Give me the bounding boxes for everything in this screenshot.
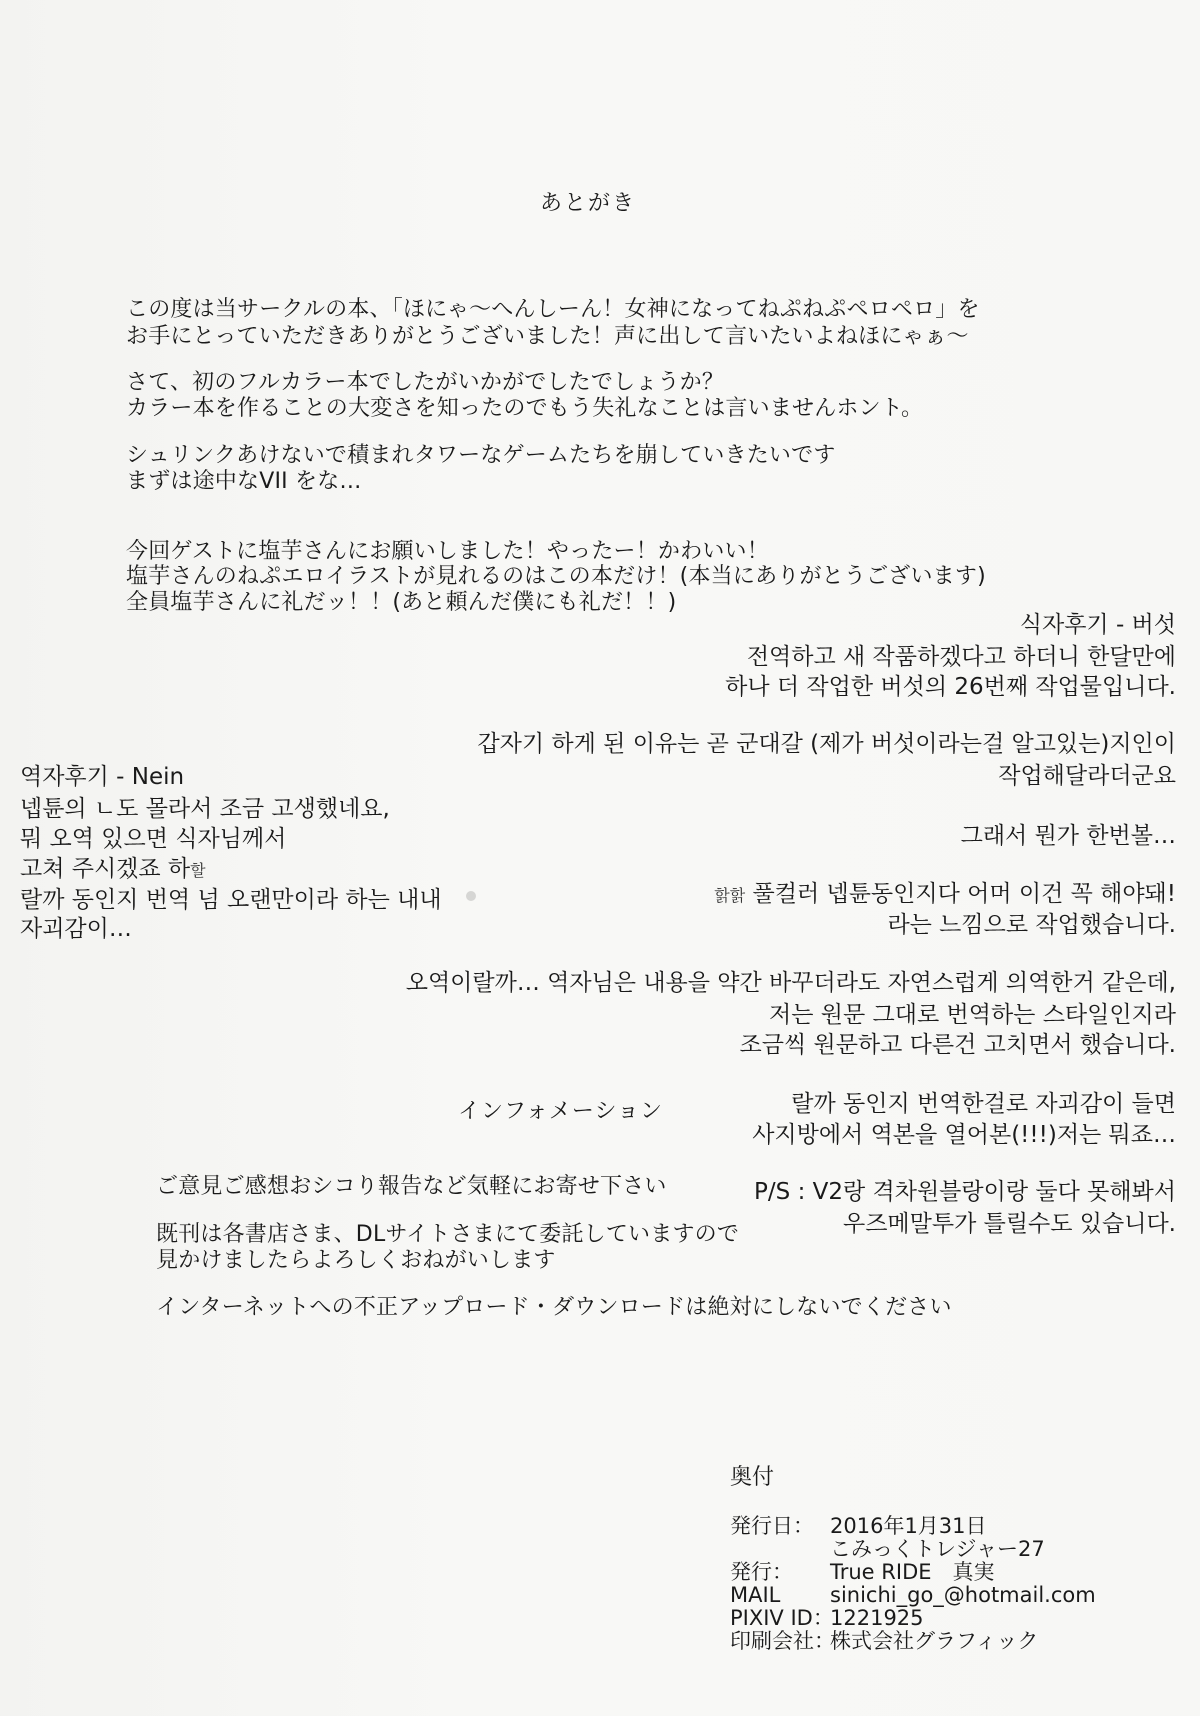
colophon-value: 株式会社グラフィック bbox=[830, 1629, 1039, 1653]
paper-smudge bbox=[466, 891, 476, 901]
information-line: 既刊は各書店さま、DLサイトさまにて委託していますので bbox=[156, 1222, 740, 1247]
colophon-row bbox=[730, 1630, 1096, 1653]
colophon-row bbox=[730, 1584, 1096, 1607]
information-line: ご意見ご感想おシコり報告など気軽にお寄せ下さい bbox=[156, 1174, 667, 1199]
typesetter-note-line: P/S : V2랑 격차원블랑이랑 둘다 못해봐서 bbox=[754, 1179, 1176, 1205]
colophon-row bbox=[730, 1538, 1096, 1561]
typesetter-note-line bbox=[714, 878, 1176, 912]
translator-note-line: 자괴감이… bbox=[20, 916, 132, 942]
afterword-line: この度は当サークルの本、「ほにゃ～へんしーん！女神になってねぷねぷペロペロ」を bbox=[126, 297, 980, 322]
typesetter-note-line: 작업해달라더군요 bbox=[998, 763, 1176, 789]
afterword-heading: あとがき bbox=[540, 191, 637, 216]
colophon-value: 1221925 bbox=[830, 1606, 924, 1630]
colophon-row bbox=[730, 1561, 1096, 1584]
afterword-line: 全員塩芋さんに礼だッ！！(あと頼んだ僕にも礼だ！！) bbox=[126, 590, 677, 615]
colophon-key: 発行： bbox=[730, 1560, 793, 1584]
typesetter-note-line: 오역이랄까… 역자님은 내용을 약간 바꾸더라도 자연스럽게 의역한거 같은데, bbox=[405, 970, 1176, 996]
colophon-title: 奥付 bbox=[730, 1465, 775, 1490]
colophon-value: sinichi_go_@hotmail.com bbox=[830, 1583, 1096, 1607]
colophon-value: こみっくトレジャー27 bbox=[830, 1537, 1045, 1561]
afterword-line: まずは途中なVII をな… bbox=[126, 469, 362, 494]
translator-note-line-text: 고쳐 주시겠죠 하 bbox=[20, 856, 191, 882]
translator-note-line bbox=[20, 853, 206, 887]
typesetter-note-line: 우즈메말투가 틀릴수도 있습니다. bbox=[843, 1211, 1176, 1237]
afterword-line: カラー本を作ることの大変さを知ったのでもう失礼なことは言いませんホント。 bbox=[126, 396, 924, 421]
typesetter-note-line-text: 풀컬러 넵튠동인지다 어머 이건 꼭 해야돼! bbox=[752, 881, 1176, 907]
typesetter-note-heading: 식자후기 - 버섯 bbox=[1019, 612, 1176, 638]
colophon-value: 2016年1月31日 bbox=[830, 1514, 987, 1538]
translator-note-line: 넵튠의 ㄴ도 몰라서 조금 고생했네요, bbox=[20, 796, 390, 822]
typesetter-note-line: 조금씩 원문하고 다른건 고치면서 했습니다. bbox=[739, 1032, 1176, 1058]
translator-note-line: 뭐 오역 있으면 식자님께서 bbox=[20, 826, 287, 852]
afterword-line: さて、初のフルカラー本でしたがいかがでしたでしょうか？ bbox=[126, 370, 725, 395]
afterword-line: 今回ゲストに塩芋さんにお願いしました！やったー！かわいい！ bbox=[126, 539, 769, 564]
colophon-key: 発行日： bbox=[730, 1514, 814, 1538]
colophon-key: MAIL bbox=[730, 1583, 781, 1607]
colophon-value: True RIDE 真実 bbox=[830, 1560, 995, 1584]
afterword-line: お手にとっていただきありがとうございました！声に出して言いたいよねほにゃぁ～ bbox=[126, 324, 969, 349]
typesetter-note-line: 전역하고 새 작품하겠다고 하더니 한달만에 bbox=[746, 644, 1176, 670]
typesetter-note-line: 하나 더 작업한 버섯의 26번째 작업물입니다. bbox=[725, 674, 1176, 700]
colophon-row bbox=[730, 1515, 1096, 1538]
colophon bbox=[730, 1466, 1096, 1653]
typesetter-note-line: 사지방에서 역본을 열어본(!!!)저는 뭐죠… bbox=[752, 1122, 1176, 1148]
colophon-key: PIXIV ID： bbox=[730, 1606, 834, 1630]
typesetter-note-line: 라는 느낌으로 작업했습니다. bbox=[887, 912, 1176, 938]
information-line: インターネットへの不正アップロード・ダウンロードは絶対にしないでください bbox=[156, 1295, 952, 1320]
colophon-row bbox=[730, 1607, 1096, 1630]
afterword-line: 塩芋さんのねぷエロイラストが見れるのはこの本だけ！(本当にありがとうございます) bbox=[126, 564, 986, 589]
colophon-key: 印刷会社： bbox=[730, 1629, 835, 1653]
typesetter-note-line: 저는 원문 그대로 번역하는 스타일인지라 bbox=[769, 1002, 1176, 1028]
small-suffix: 할 bbox=[190, 861, 206, 880]
translator-note-heading: 역자후기 - Nein bbox=[20, 764, 185, 790]
information-heading: インフォメーション bbox=[458, 1099, 664, 1124]
typesetter-note-line: 랄까 동인지 번역한걸로 자괴감이 들면 bbox=[791, 1091, 1176, 1117]
afterword-line: シュリンクあけないで積まれタワーなゲームたちを崩していきたいです bbox=[126, 443, 836, 468]
typesetter-note-line: 그래서 뭔가 한번볼… bbox=[960, 823, 1176, 849]
information-line: 見かけましたらよろしくおねがいします bbox=[156, 1248, 556, 1273]
translator-note-line: 랄까 동인지 번역 넘 오랜만이라 하는 내내 bbox=[20, 887, 442, 913]
typesetter-note-line: 갑자기 하게 된 이유는 곧 군대갈 (제가 버섯이라는걸 알고있는)지인이 bbox=[477, 731, 1176, 757]
small-prefix: 핡핡 bbox=[714, 886, 746, 905]
